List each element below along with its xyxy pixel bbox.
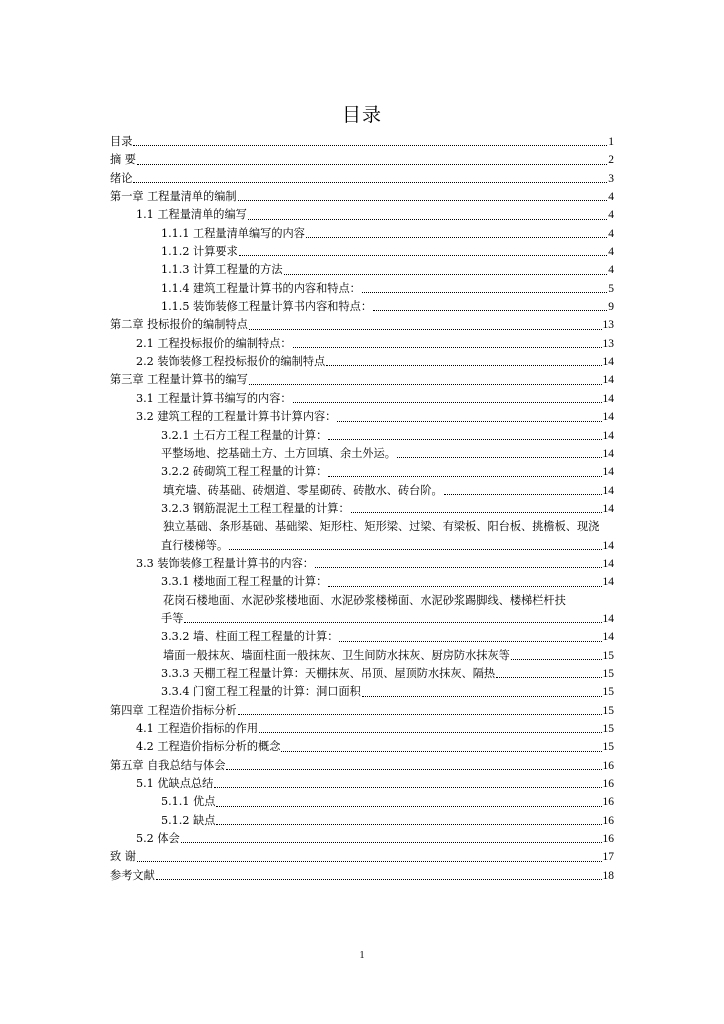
toc-entry-page-number: 15 xyxy=(602,704,614,717)
toc-entry-page-number: 13 xyxy=(602,319,614,332)
toc-entry-title: 3.2.2 砖砌筑工程工程量的计算： xyxy=(161,465,328,479)
toc-dot-leader xyxy=(306,237,607,238)
toc-dot-leader xyxy=(511,659,602,660)
toc-entry-title: 参考文献 xyxy=(110,868,155,882)
toc-entry[interactable] xyxy=(110,225,614,243)
toc-entry[interactable] xyxy=(110,335,614,353)
toc-dot-leader xyxy=(362,292,607,293)
toc-entry[interactable] xyxy=(110,720,614,738)
toc-entry-title: 1.1.1 工程量清单编写的内容 xyxy=(161,226,305,240)
toc-entry[interactable] xyxy=(110,500,614,518)
toc-dot-leader xyxy=(216,806,601,807)
toc-entry-title: 花岗石楼地面、水泥砂浆楼地面、水泥砂浆楼梯面、水泥砂浆踢脚线、楼梯栏杆扶 xyxy=(163,593,566,607)
toc-dot-leader xyxy=(238,714,602,715)
toc-dot-leader xyxy=(362,696,602,697)
toc-dot-leader xyxy=(137,164,607,165)
toc-entry[interactable] xyxy=(110,445,614,463)
toc-entry[interactable] xyxy=(110,427,614,445)
toc-entry[interactable] xyxy=(110,133,614,151)
toc-entry-page-number: 14 xyxy=(602,374,614,387)
toc-dot-leader xyxy=(328,439,601,440)
toc-entry[interactable] xyxy=(110,482,614,500)
toc-entry-page-number: 14 xyxy=(602,557,614,570)
toc-entry-page-number: 15 xyxy=(602,667,614,680)
toc-entry-title: 3.3.1 楼地面工程工程量的计算： xyxy=(161,575,328,589)
toc-dot-leader xyxy=(444,494,602,495)
toc-dot-leader xyxy=(133,145,607,146)
toc-dot-leader xyxy=(238,200,608,201)
toc-entry-page-number: 14 xyxy=(602,631,614,644)
toc-entry-title: 4.2 工程造价指标分析的概念 xyxy=(136,740,281,754)
toc-entry[interactable] xyxy=(110,151,614,169)
toc-entry[interactable] xyxy=(110,537,614,555)
toc-dot-leader xyxy=(293,402,602,403)
toc-entry[interactable] xyxy=(110,757,614,775)
toc-entry-page-number: 4 xyxy=(608,227,614,240)
toc-entry-title: 3.2 建筑工程的工程量计算书计算内容： xyxy=(136,410,337,424)
toc-entry[interactable] xyxy=(110,261,614,279)
toc-entry-page-number: 16 xyxy=(602,814,614,827)
toc-entry-page-number: 16 xyxy=(602,778,614,791)
toc-dot-leader xyxy=(328,586,601,587)
toc-dot-leader xyxy=(315,567,602,568)
toc-entry-page-number: 9 xyxy=(608,301,614,314)
toc-entry[interactable] xyxy=(110,683,614,701)
toc-entry[interactable] xyxy=(110,280,614,298)
toc-entry-title: 2.2 装饰装修工程投标报价的编制特点 xyxy=(136,355,326,369)
toc-entry[interactable] xyxy=(110,518,614,536)
toc-entry-title: 墙面一般抹灰、墙面柱面一般抹灰、卫生间防水抹灰、厨房防水抹灰等 xyxy=(163,648,510,662)
toc-entry-title: 绪论 xyxy=(110,171,133,185)
toc-entry-title: 平整场地、挖基础土方、土方回填、余土外运。 xyxy=(161,446,396,460)
toc-entry-page-number: 2 xyxy=(608,154,614,167)
toc-dot-leader xyxy=(496,677,601,678)
toc-entry-page-number: 14 xyxy=(602,539,614,552)
toc-entry-page-number: 17 xyxy=(602,851,614,864)
toc-entry-title: 3.3.4 门窗工程工程量的计算：洞口面积 xyxy=(161,685,361,699)
toc-entry-page-number: 15 xyxy=(602,723,614,735)
toc-entry[interactable] xyxy=(110,390,614,408)
table-of-contents xyxy=(110,133,614,885)
toc-dot-leader xyxy=(226,769,601,770)
toc-entry-page-number: 14 xyxy=(602,576,614,589)
toc-entry-page-number: 3 xyxy=(608,172,614,185)
toc-entry-title: 5.1.1 优点 xyxy=(161,795,216,809)
toc-entry-title: 第三章 工程量计算书的编写 xyxy=(110,373,248,387)
toc-entry[interactable] xyxy=(110,793,614,811)
toc-dot-leader xyxy=(133,182,607,183)
toc-dot-leader xyxy=(284,274,608,275)
toc-entry-title: 4.1 工程造价指标的作用 xyxy=(136,722,259,735)
toc-dot-leader xyxy=(326,365,601,366)
toc-dot-leader xyxy=(397,457,602,458)
toc-entry-title: 1.1.4 建筑工程量计算书的内容和特点： xyxy=(161,281,361,295)
toc-entry-title: 摘 要 xyxy=(110,153,136,167)
toc-entry-title: 1.1.2 计算要求 xyxy=(161,245,238,259)
toc-entry-page-number: 16 xyxy=(602,759,614,772)
toc-entry-page-number: 16 xyxy=(602,796,614,809)
toc-entry-page-number: 4 xyxy=(608,264,614,277)
toc-entry[interactable] xyxy=(110,775,614,793)
toc-entry[interactable] xyxy=(110,702,614,720)
toc-entry-page-number: 14 xyxy=(602,466,614,479)
footer-page-number: 1 xyxy=(359,950,365,961)
toc-entry[interactable] xyxy=(110,408,614,426)
toc-entry-page-number: 14 xyxy=(602,447,614,460)
toc-entry-page-number: 13 xyxy=(602,337,614,350)
toc-entry-page-number: 14 xyxy=(602,392,614,405)
toc-entry-page-number: 18 xyxy=(602,869,614,882)
toc-entry-title: 3.2.3 钢筋混泥土工程工程量的计算： xyxy=(161,501,350,515)
toc-entry[interactable] xyxy=(110,573,614,591)
toc-entry[interactable] xyxy=(110,738,614,756)
page-title: 目录 xyxy=(341,104,382,126)
toc-entry-title: 直行楼梯等。 xyxy=(161,538,229,552)
toc-dot-leader xyxy=(249,329,602,330)
toc-dot-leader xyxy=(259,732,601,733)
toc-entry-page-number: 4 xyxy=(608,191,614,204)
toc-entry-title: 第五章 自我总结与体会 xyxy=(110,758,226,772)
toc-entry-page-number: 1 xyxy=(608,136,614,148)
toc-dot-leader xyxy=(373,310,607,311)
toc-entry[interactable] xyxy=(110,555,614,573)
toc-entry[interactable] xyxy=(110,353,614,371)
toc-entry[interactable] xyxy=(110,665,614,683)
toc-dot-leader xyxy=(181,842,602,843)
toc-entry[interactable] xyxy=(110,830,614,848)
toc-entry-page-number: 4 xyxy=(608,246,614,259)
toc-entry-title: 5.1.2 缺点 xyxy=(161,813,216,827)
toc-entry-title: 5.2 体会 xyxy=(136,832,180,846)
toc-entry-title: 3.3.3 天棚工程工程量计算：天棚抹灰、吊顶、屋顶防水抹灰、隔热 xyxy=(161,666,496,680)
toc-entry-page-number: 14 xyxy=(602,612,614,625)
toc-entry-page-number: 5 xyxy=(608,282,614,295)
toc-dot-leader xyxy=(229,549,601,550)
toc-dot-leader xyxy=(216,824,601,825)
toc-entry[interactable] xyxy=(110,592,614,610)
toc-entry-page-number: 4 xyxy=(608,209,614,222)
toc-entry-page-number: 15 xyxy=(602,649,614,662)
toc-entry-page-number: 14 xyxy=(602,429,614,442)
toc-entry-title: 填充墙、砖基础、砖烟道、零星砌砖、砖散水、砖台阶。 xyxy=(163,483,443,497)
toc-dot-leader xyxy=(239,255,607,256)
toc-entry-title: 第四章 工程造价指标分析 xyxy=(110,703,237,717)
toc-entry-page-number: 14 xyxy=(602,356,614,369)
toc-entry-title: 致 谢 xyxy=(110,850,136,864)
toc-entry[interactable] xyxy=(110,812,614,830)
toc-entry-title: 2.1 工程投标报价的编制特点： xyxy=(136,336,292,350)
toc-entry[interactable] xyxy=(110,371,614,389)
toc-entry-page-number: 14 xyxy=(602,484,614,497)
toc-entry-title: 第一章 工程量清单的编制 xyxy=(110,190,237,204)
toc-entry-title: 3.2.1 土石方工程工程量的计算： xyxy=(161,428,328,442)
toc-dot-leader xyxy=(156,879,602,880)
toc-entry-title: 3.3 装饰装修工程量计算书的内容： xyxy=(136,556,314,570)
toc-dot-leader xyxy=(248,219,607,220)
toc-entry[interactable] xyxy=(110,463,614,481)
toc-dot-leader xyxy=(337,421,601,422)
toc-entry[interactable] xyxy=(110,610,614,628)
toc-entry-title: 5.1 优缺点总结 xyxy=(136,777,214,791)
toc-entry-page-number: 15 xyxy=(602,686,614,699)
toc-entry-title: 目录 xyxy=(110,135,133,148)
toc-entry-title: 1.1.5 装饰装修工程量计算书内容和特点： xyxy=(161,300,373,314)
toc-entry[interactable] xyxy=(110,867,614,885)
toc-entry-title: 第二章 投标报价的编制特点 xyxy=(110,318,248,332)
toc-dot-leader xyxy=(281,751,601,752)
toc-dot-leader xyxy=(249,384,602,385)
toc-dot-leader xyxy=(184,622,601,623)
toc-entry-title: 独立基础、条形基础、基础梁、矩形柱、矩形梁、过梁、有梁板、阳台板、挑檐板、现浇 xyxy=(163,520,600,534)
toc-dot-leader xyxy=(137,861,602,862)
toc-entry-title: 3.1 工程量计算书编写的内容： xyxy=(136,391,292,405)
toc-entry-page-number: 14 xyxy=(602,502,614,515)
toc-entry[interactable] xyxy=(110,206,614,224)
toc-entry[interactable] xyxy=(110,188,614,206)
toc-dot-leader xyxy=(214,787,601,788)
toc-entry-title: 1.1 工程量清单的编写 xyxy=(136,208,247,222)
toc-entry[interactable] xyxy=(110,170,614,188)
toc-entry-page-number: 16 xyxy=(602,833,614,846)
toc-entry-page-number: 15 xyxy=(602,741,614,754)
toc-entry-title: 3.3.2 墙、柱面工程工程量的计算： xyxy=(161,630,339,644)
toc-dot-leader xyxy=(293,347,602,348)
toc-entry[interactable] xyxy=(110,298,614,316)
toc-dot-leader xyxy=(328,476,601,477)
toc-dot-leader xyxy=(351,512,602,513)
toc-entry-title: 1.1.3 计算工程量的方法 xyxy=(161,263,283,277)
toc-entry[interactable] xyxy=(110,316,614,334)
toc-entry-page-number: 14 xyxy=(602,411,614,424)
toc-entry[interactable] xyxy=(110,848,614,866)
toc-entry[interactable] xyxy=(110,243,614,261)
toc-entry[interactable] xyxy=(110,647,614,665)
toc-dot-leader xyxy=(339,641,601,642)
toc-entry[interactable] xyxy=(110,628,614,646)
toc-entry-title: 手等 xyxy=(161,611,184,625)
